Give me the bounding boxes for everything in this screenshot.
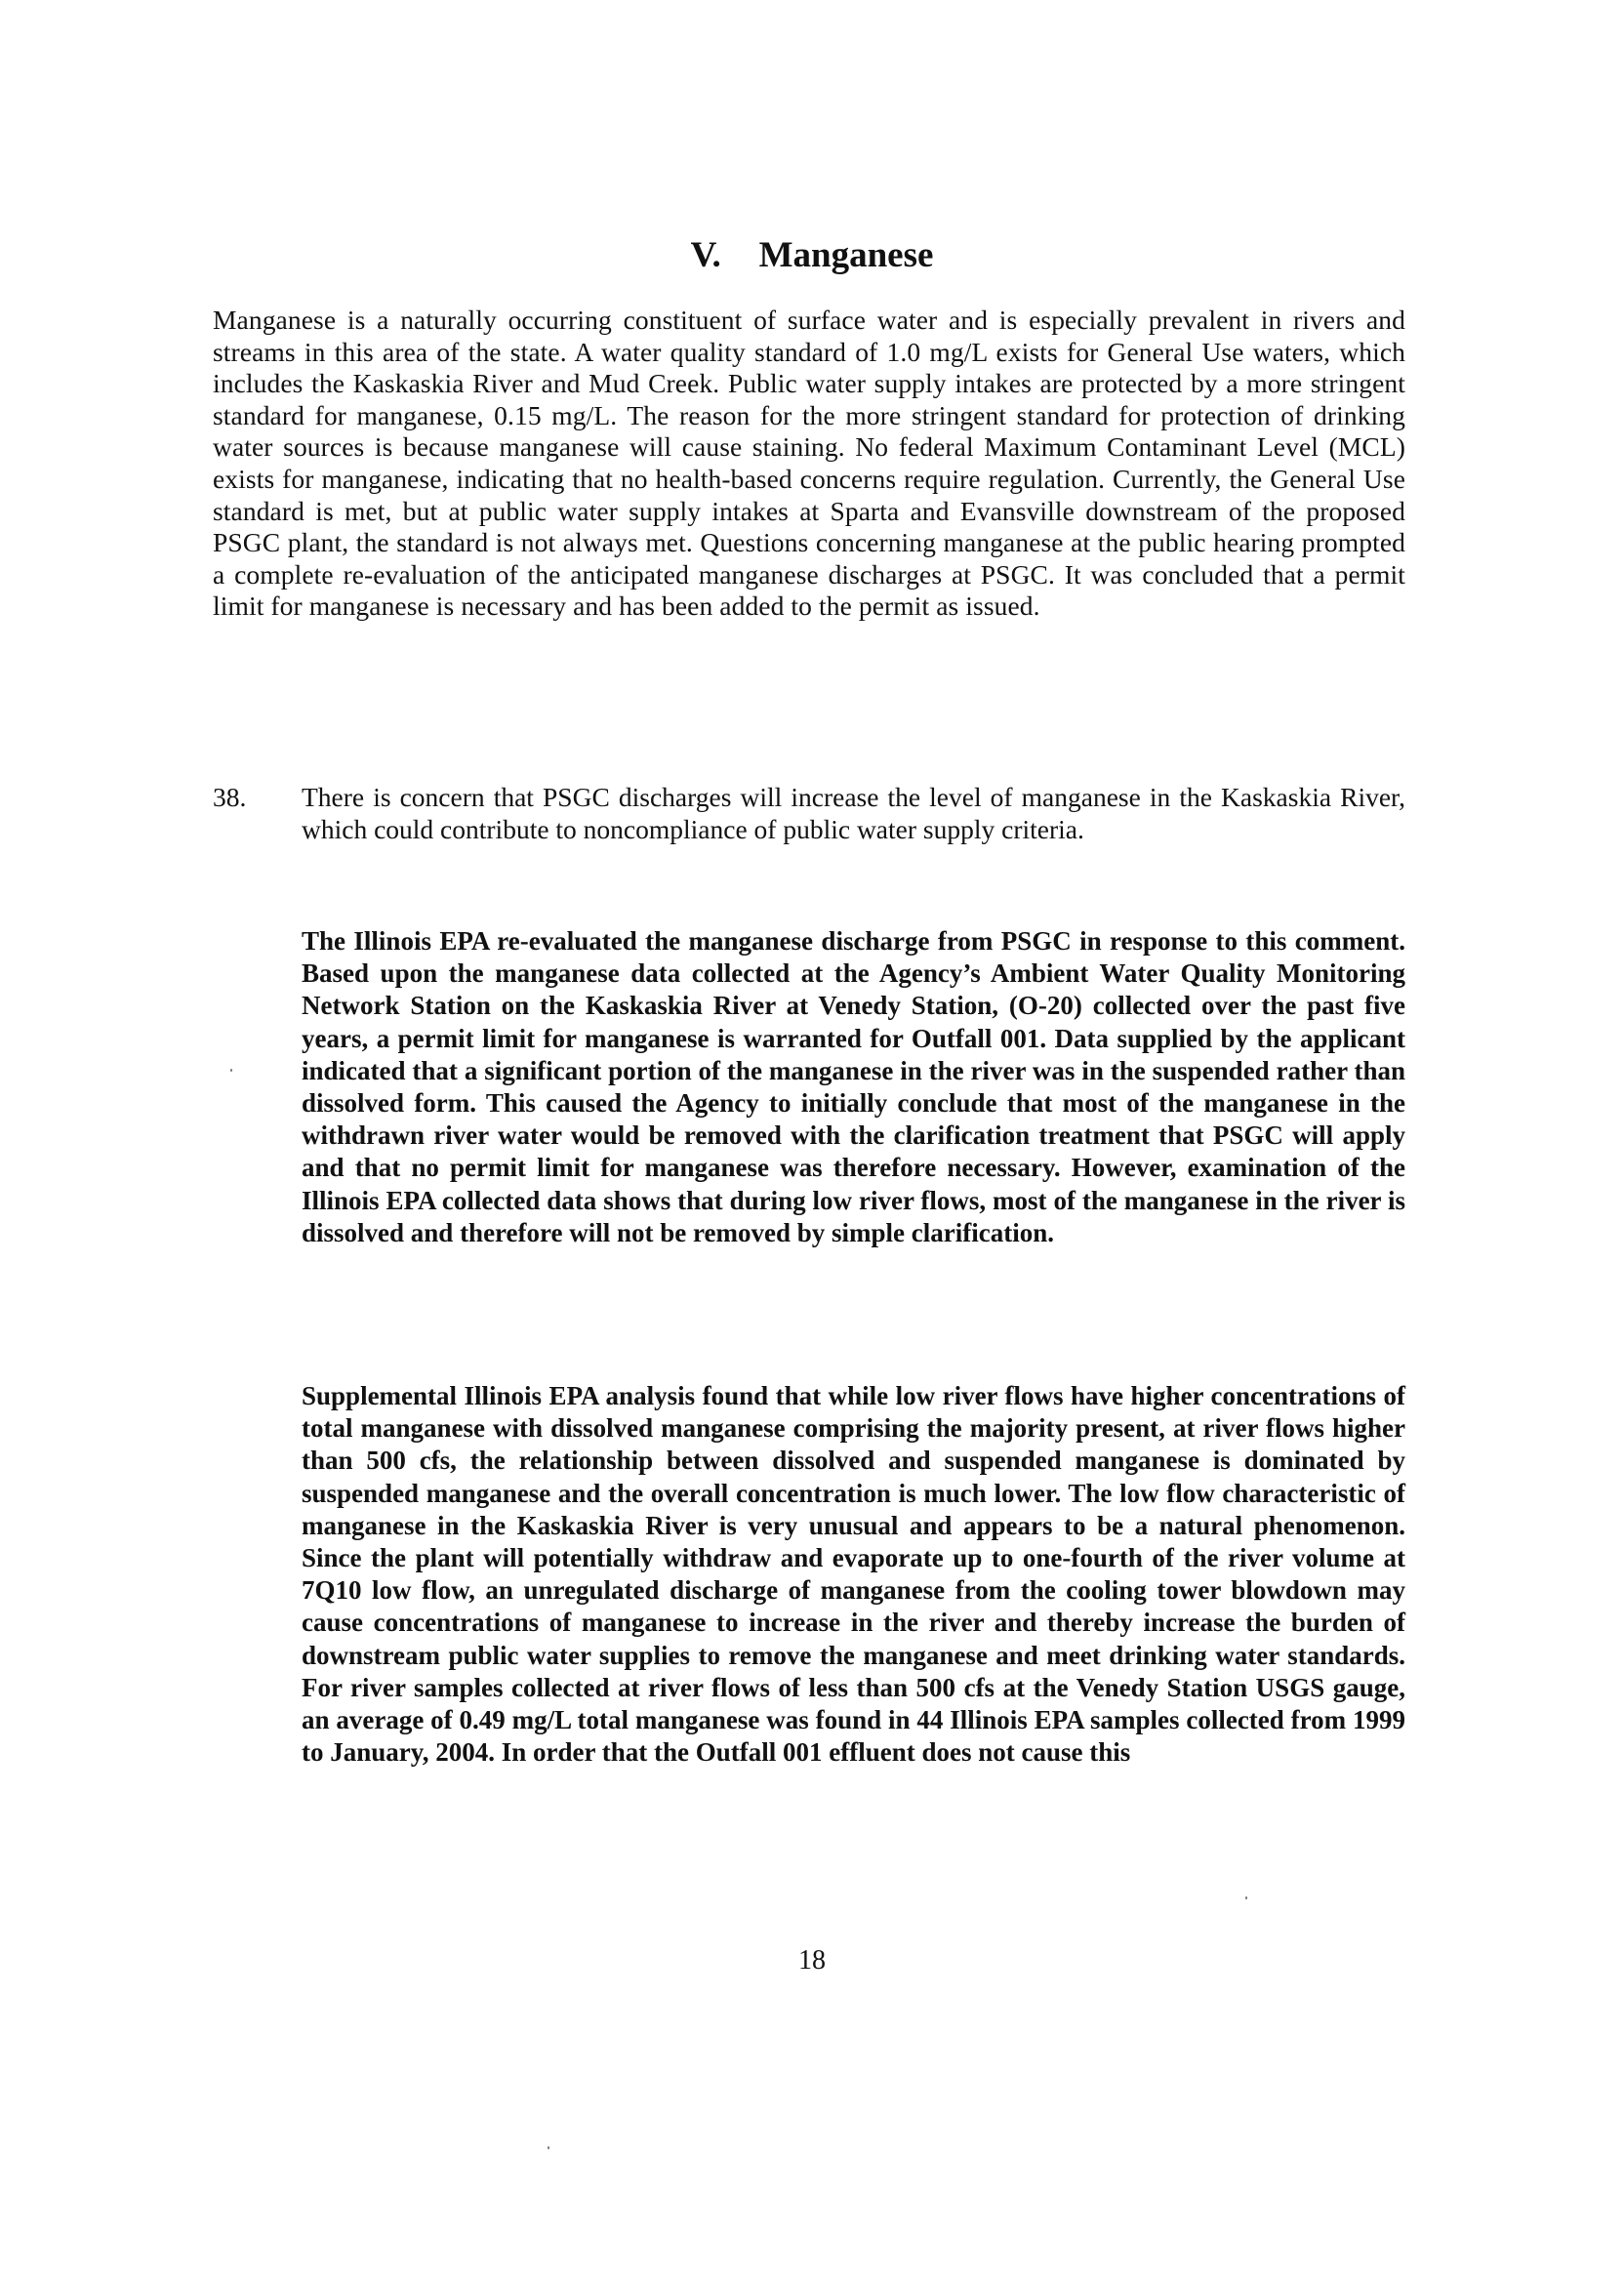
comment-number: 38. bbox=[213, 782, 247, 812]
comment-text: There is concern that PSGC discharges will increase the level of manganese in the Kaskaskia River, which could contribute to noncompliance of public water supply criteria. bbox=[302, 782, 1405, 844]
section-heading bbox=[0, 234, 1624, 277]
scan-artifact bbox=[548, 2146, 549, 2149]
response-paragraph: Supplemental Illinois EPA analysis found that while low river flows have higher concentrations of total manganese with dissolved manganese comprising the majority present, at river flows higher than 500 cfs, the relationship between dissolved and suspended manganese is dominated by suspended manganese and the overall concentration is much lower. The low flow characteristic of manganese in the Kaskaskia River is very unusual and appears to be a natural phenomenon. Since the plant will potentially withdraw and evaporate up to one-fourth of the river volume at 7Q10 low flow, an unregulated discharge of manganese from the cooling tower blowdown may cause concentrations of manganese to increase in the river and thereby increase the burden of downstream public water supplies to remove the manganese and meet drinking water standards. For river samples collected at river flows of less than 500 cfs at the Venedy Station USGS gauge, an average of 0.49 mg/L total manganese was found in 44 Illinois EPA samples collected from 1999 to January, 2004. In order that the Outfall 001 effluent does not cause this bbox=[302, 1381, 1405, 1768]
scan-artifact bbox=[230, 1069, 232, 1072]
page-number: 18 bbox=[798, 1945, 826, 1976]
response-paragraph: The Illinois EPA re-evaluated the manganese discharge from PSGC in response to this comment. Based upon the manganese data collected at the Agency’s Ambient Water Quality Monitoring Network Station on the Kaskaskia River at Venedy Station, (O-20) collected over the past five years, a permit limit for manganese is warranted for Outfall 001. Data supplied by the applicant indicated that a significant portion of the manganese in the river was in the suspended rather than dissolved form. This caused the Agency to initially conclude that most of the manganese in the withdrawn river water would be removed with the clarification treatment that PSGC will apply and that no permit limit for manganese was therefore necessary. However, examination of the Illinois EPA collected data shows that during low river flows, most of the manganese in the river is dissolved and therefore will not be removed by simple clarification. bbox=[302, 926, 1405, 1247]
section-number: V. bbox=[690, 235, 721, 275]
section-title: Manganese bbox=[758, 235, 934, 275]
intro-paragraph: Manganese is a naturally occurring constituent of surface water and is especially prevalent in rivers and streams in this area of the state. A water quality standard of 1.0 mg/L exists for General Use waters, which includes the Kaskaskia River and Mud Creek. Public water supply intakes are protected by a more stringent standard for manganese, 0.15 mg/L. The reason for the more stringent standard for protection of drinking water sources is because manganese will cause staining. No federal Maximum Contaminant Level (MCL) exists for manganese, indicating that no health-based concerns require regulation. Currently, the General Use standard is met, but at public water supply intakes at Sparta and Evansville downstream of the proposed PSGC plant, the standard is not always met. Questions concerning manganese at the public hearing prompted a complete re-evaluation of the anticipated manganese discharges at PSGC. It was concluded that a permit limit for manganese is necessary and has been added to the permit as issued. bbox=[213, 305, 1405, 622]
scan-artifact bbox=[1245, 1896, 1247, 1899]
